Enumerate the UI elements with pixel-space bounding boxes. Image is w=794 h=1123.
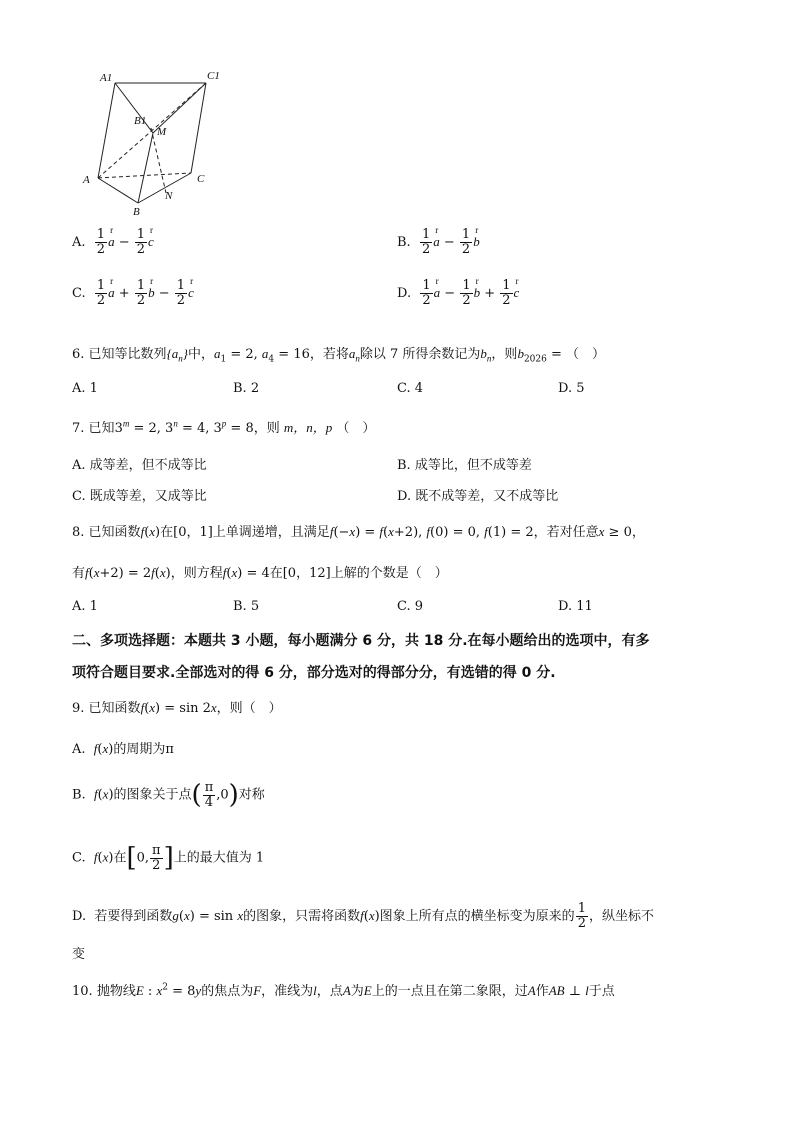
q7-option-b[interactable]: B. 成等比，但不成等差	[397, 458, 532, 473]
q5-option-b[interactable]: B. $\frac{1}{2}$ a r − $\frac{1}{2}$ b r	[397, 225, 480, 257]
q9-option-b[interactable]: B. f(x)的图象关于点( $\frac{\pi}{4}$ ,0)对称	[72, 779, 265, 810]
label-m: M	[157, 126, 167, 138]
prism-figure	[78, 68, 228, 220]
q9-stem: 9. 已知函数f(x) = sin 2x，则（ ）	[72, 700, 282, 716]
edge-c-c1	[191, 83, 206, 173]
q6-option-c[interactable]: C. 4	[397, 381, 424, 396]
label-b1: B1	[134, 115, 147, 127]
q8-stem-line1: 8. 已知函数f(x)在[0，1]上单调递增，且满足f(−x) = f(x+2), f(0) = 0, f(1) = 2，若对任意x ≥ 0，	[72, 524, 645, 540]
q8-option-b[interactable]: B. 5	[233, 599, 260, 614]
q9-option-d-line2: 变	[72, 947, 86, 962]
label-n: N	[165, 190, 173, 202]
q8-option-c[interactable]: C. 9	[397, 599, 424, 614]
edge-b-b1	[138, 133, 153, 203]
q5-option-a[interactable]: A. $\frac{1}{2}$ a r − $\frac{1}{2}$ c r	[72, 225, 154, 257]
q7-stem: 7. 已知$3^m = 2$, $3^n = 4$, $3^p = 8$，则 m，n，p （ ）	[72, 418, 376, 436]
q8-stem-line2: 有f(x+2) = 2f(x)，则方程f(x) = 4在[0，12]上解的个数是（ ）	[72, 565, 448, 581]
q7-option-c[interactable]: C. 既成等差，又成等比	[72, 489, 207, 504]
label-a: A	[83, 174, 90, 186]
edge-a-a1	[98, 83, 115, 178]
q7-option-a[interactable]: A. 成等差，但不成等比	[72, 458, 207, 473]
q8-option-d[interactable]: D. 11	[558, 599, 593, 614]
section2-heading-line2: 项符合题目要求.全部选对的得 6 分，部分选对的得部分分，有选错的得 0 分.	[72, 665, 556, 681]
q6-option-a[interactable]: A. 1	[72, 381, 98, 396]
q9-option-d[interactable]: D. 若要得到函数g(x) = sin x的图象，只需将函数f(x)图象上所有点的横坐标变为原来的 $\frac{1}{2}$ ，纵坐标不	[72, 901, 654, 931]
q5-option-d[interactable]: D. $\frac{1}{2}$ a r − $\frac{1}{2}$ b r + $\frac{1}{2}$ c r	[397, 276, 520, 308]
q6-stem: 6. 已知等比数列$\{a_n\}$中，$a_1 = 2$, $a_4 = 16$，若将$a_n$除以 7 所得余数记为$b_n$，则$b_{2026}$ = （ ）	[72, 346, 606, 365]
label-b: B	[133, 206, 140, 218]
q8-option-a[interactable]: A. 1	[72, 599, 98, 614]
q6-option-d[interactable]: D. 5	[558, 381, 585, 396]
q7-option-d[interactable]: D. 既不成等差，又不成等比	[397, 489, 559, 504]
edge-a-b	[98, 178, 138, 203]
label-c1: C1	[207, 70, 220, 82]
section2-heading-line1: 二、多项选择题：本题共 3 小题，每小题满分 6 分，共 18 分.在每小题给出的选项中，有多	[72, 633, 650, 649]
q9-option-a[interactable]: A. f(x)的周期为π	[72, 741, 174, 757]
q9-option-c[interactable]: C. f(x)在[0, $\frac{\pi}{2}$ ]上的最大值为 1	[72, 842, 265, 873]
label-a1: A1	[100, 72, 113, 84]
q10-stem: 10. 抛物线E : $x^2 = 8y$的焦点为F，准线为l，点A为E上的一点且在第二象限，过A作AB ⊥ l于点	[72, 982, 615, 999]
label-c: C	[197, 173, 205, 185]
q6-option-b[interactable]: B. 2	[233, 381, 260, 396]
q5-option-c[interactable]: C. $\frac{1}{2}$ a r + $\frac{1}{2}$ b r − $\frac{1}{2}$ c r	[72, 276, 194, 308]
